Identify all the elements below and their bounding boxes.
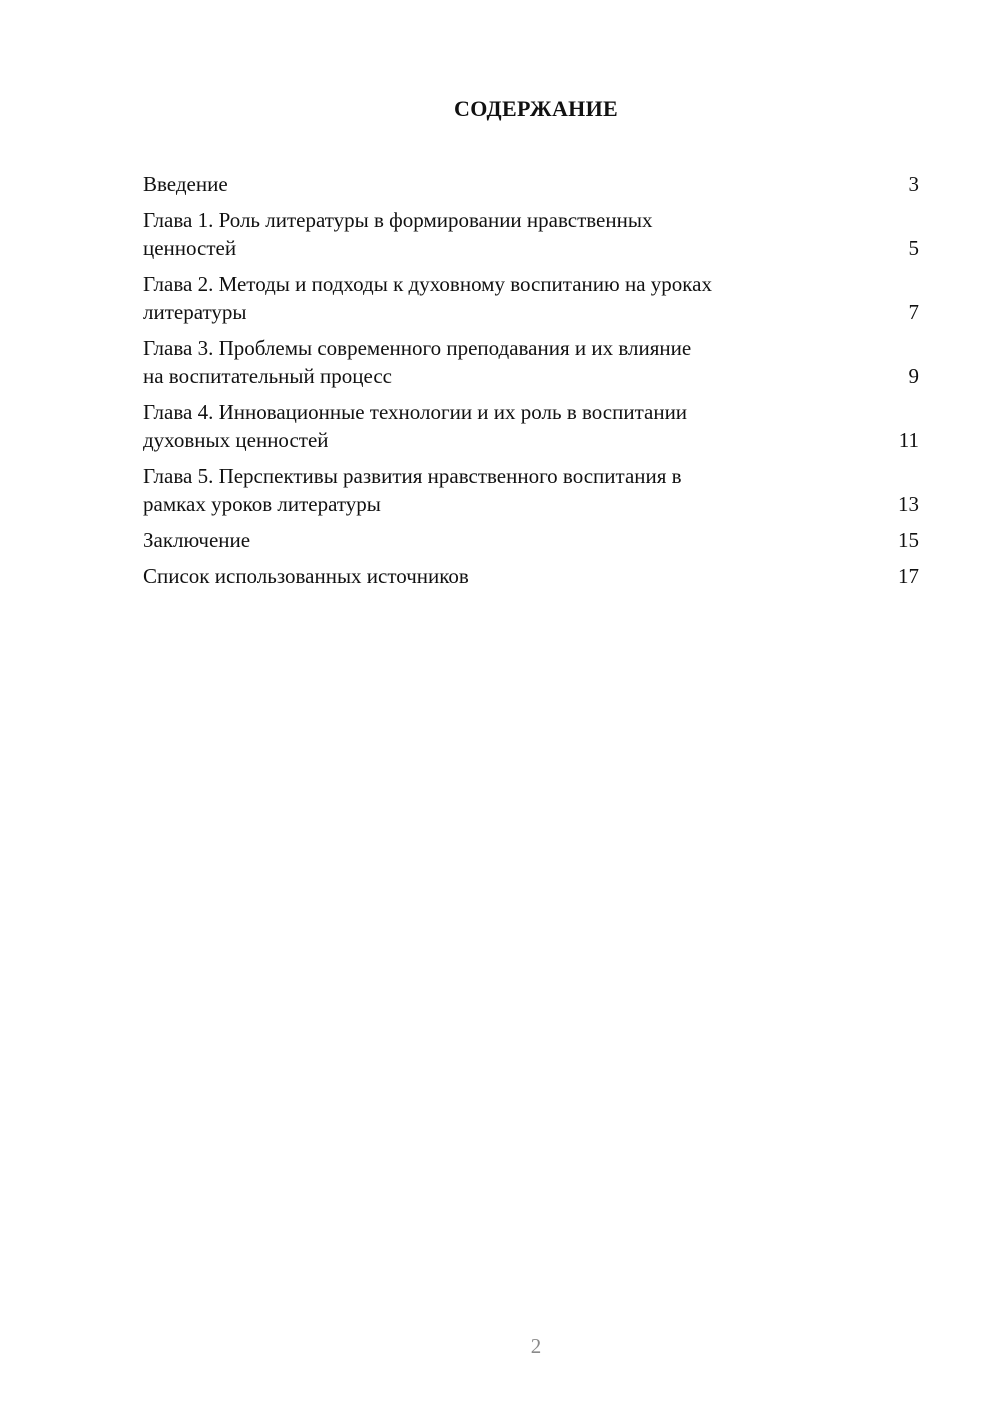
toc-entry-introduction xyxy=(143,170,919,198)
toc-entry-chapter-5 xyxy=(143,462,919,518)
toc-page-number: 11 xyxy=(898,428,919,452)
table-of-contents xyxy=(143,170,919,598)
toc-page-number: 15 xyxy=(898,528,919,552)
toc-entry-line: на воспитательный процесс xyxy=(143,364,392,388)
toc-entry-line: литературы xyxy=(143,300,247,324)
toc-entry-line: Глава 2. Методы и подходы к духовному воспитанию на уроках xyxy=(143,272,712,296)
toc-entry-text xyxy=(143,462,833,518)
toc-entry-line: Заключение xyxy=(143,528,251,552)
toc-entry-chapter-3 xyxy=(143,334,919,390)
toc-entry-text xyxy=(143,526,833,554)
toc-entry-conclusion xyxy=(143,526,919,554)
toc-entry-line: Введение xyxy=(143,172,228,196)
toc-entry-text xyxy=(143,170,833,198)
toc-entry-chapter-4 xyxy=(143,398,919,454)
toc-page-number: 13 xyxy=(898,492,919,516)
toc-entry-line: Список использованных источников xyxy=(143,564,469,588)
toc-entry-line: Глава 5. Перспективы развития нравственного воспитания в xyxy=(143,464,682,488)
toc-entry-text xyxy=(143,334,833,390)
toc-page-number: 17 xyxy=(898,564,919,588)
toc-entry-line: ценностей xyxy=(143,236,237,260)
toc-entry-line: духовных ценностей xyxy=(143,428,329,452)
toc-entry-references xyxy=(143,562,919,590)
toc-page-number: 7 xyxy=(908,300,919,324)
toc-entry-text xyxy=(143,398,833,454)
toc-entry-chapter-1 xyxy=(143,206,919,262)
toc-entry-text xyxy=(143,270,833,326)
toc-entry-chapter-2 xyxy=(143,270,919,326)
page-footer-number: 2 xyxy=(530,1334,542,1358)
toc-page-number: 3 xyxy=(908,172,919,196)
page-title: СОДЕРЖАНИЕ xyxy=(454,96,618,121)
toc-entry-line: Глава 1. Роль литературы в формировании нравственных xyxy=(143,208,653,232)
toc-page-number: 9 xyxy=(908,364,919,388)
toc-entry-text xyxy=(143,206,833,262)
toc-entry-line: Глава 4. Инновационные технологии и их роль в воспитании xyxy=(143,400,688,424)
toc-entry-text xyxy=(143,562,833,590)
toc-page-number: 5 xyxy=(908,236,919,260)
toc-entry-line: Глава 3. Проблемы современного преподавания и их влияние xyxy=(143,336,692,360)
toc-entry-line: рамках уроков литературы xyxy=(143,492,381,516)
